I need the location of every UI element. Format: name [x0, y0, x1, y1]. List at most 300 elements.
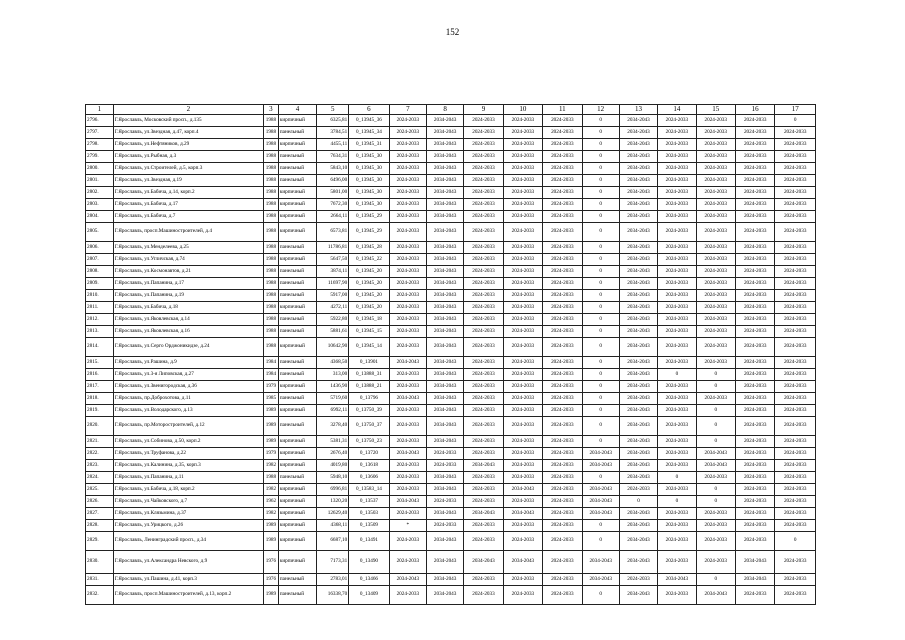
table-cell: 2034-2043: [582, 508, 619, 520]
table-cell: 2024-2033: [775, 357, 816, 369]
table-cell: 2024-2033: [735, 405, 774, 417]
table-cell: 0_13618: [349, 460, 389, 472]
table-cell: 4368,50: [317, 357, 349, 369]
table-row: [86, 199, 816, 211]
table-row: [86, 460, 816, 472]
table-cell: 2024-2033: [464, 338, 503, 357]
table-cell: 0: [582, 357, 619, 369]
table-cell: 2024-2033: [775, 211, 816, 223]
table-cell: 2024-2033: [543, 460, 582, 472]
table-cell: 2024-2033: [543, 405, 582, 417]
table-cell: 2664,11: [317, 211, 349, 223]
table-cell: 2034-2043: [503, 508, 542, 520]
table-cell: 2024-2033: [696, 127, 735, 139]
table-cell: 2024-2033: [389, 326, 426, 338]
table-cell: 1988: [263, 266, 278, 278]
table-cell: 2034-2043: [619, 278, 657, 290]
table-cell: 2024-2033: [658, 314, 696, 326]
column-header: 13: [619, 105, 657, 115]
column-header: 11: [543, 105, 582, 115]
table-cell: панельный: [278, 127, 316, 139]
table-cell: 2034-2043: [619, 187, 657, 199]
table-row: [86, 326, 816, 338]
table-cell: Г.Ярославль, ул.Папанина, д.17: [113, 278, 263, 290]
table-cell: кирпичный: [278, 199, 316, 211]
table-cell: Г.Ярославль, ул.Бабича, д.18, корп.2: [113, 484, 263, 496]
table-cell: 2024-2033: [543, 574, 582, 586]
table-cell: 2034-2043: [619, 381, 657, 393]
table-cell: 12629,40: [317, 508, 349, 520]
table-cell: 2024-2033: [658, 405, 696, 417]
table-cell: 2034-2043: [619, 357, 657, 369]
table-cell: 2024-2033: [503, 127, 542, 139]
table-cell: 2024-2033: [503, 326, 542, 338]
table-cell: 2024-2033: [735, 314, 774, 326]
table-cell: 2024-2033: [464, 242, 503, 254]
table-cell: 0_13945_30: [349, 187, 389, 199]
table-cell: 2024-2033: [658, 302, 696, 314]
table-cell: 2024-2033: [464, 199, 503, 211]
table-cell: 2024-2033: [503, 393, 542, 405]
table-cell: 0: [582, 127, 619, 139]
table-cell: 2034-2043: [619, 266, 657, 278]
table-cell: 1984: [263, 369, 278, 381]
table-cell: 2024-2033: [735, 393, 774, 405]
table-row: [86, 127, 816, 139]
table-cell: 2024-2033: [389, 254, 426, 266]
table-cell: 2034-2043: [426, 115, 463, 127]
table-cell: 2024-2033: [775, 187, 816, 199]
table-cell: 2024-2033: [658, 199, 696, 211]
table-cell: 2034-2043: [464, 551, 503, 574]
table-cell: 0_13945_20: [349, 302, 389, 314]
table-cell: 0_13945_34: [349, 127, 389, 139]
table-cell: 2024-2033: [696, 242, 735, 254]
table-cell: Г.Ярославль, ул.Нефтяников, д.29: [113, 139, 263, 151]
table-cell: 2024-2033: [389, 405, 426, 417]
table-cell: 2024-2033: [503, 460, 542, 472]
table-cell: 2024-2033: [658, 187, 696, 199]
table-cell: 1988: [263, 115, 278, 127]
table-cell: 0_13537: [349, 496, 389, 508]
table-cell: 2024-2033: [543, 357, 582, 369]
table-cell: 2034-2043: [389, 496, 426, 508]
table-cell: 2034-2043: [582, 496, 619, 508]
table-cell: 2024-2033: [658, 357, 696, 369]
table-cell: 2024-2033: [543, 290, 582, 302]
table-cell: 0: [696, 405, 735, 417]
table-cell: Г.Ярославль, ул.Папанина, д.19: [113, 290, 263, 302]
table-cell: 2024-2033: [389, 175, 426, 187]
table-cell: 2034-2043: [503, 551, 542, 574]
table-cell: 2024-2033: [696, 223, 735, 242]
table-cell: 2034-2043: [619, 393, 657, 405]
table-cell: 1988: [263, 127, 278, 139]
table-cell: 2024-2033: [503, 242, 542, 254]
table-cell: 2024-2033: [389, 508, 426, 520]
table-cell: 2024-2033: [543, 199, 582, 211]
table-cell: 2024-2033: [735, 115, 774, 127]
table-cell: кирпичный: [278, 115, 316, 127]
table-cell: 2034-2043: [582, 448, 619, 460]
table-cell: 10642,90: [317, 338, 349, 357]
capital-repair-table-container: [85, 104, 816, 605]
table-cell: 1988: [263, 314, 278, 326]
table-cell: 2806.: [86, 242, 114, 254]
table-cell: 0_13945_29: [349, 211, 389, 223]
table-cell: 2034-2043: [696, 460, 735, 472]
table-cell: 0: [582, 436, 619, 448]
table-cell: 0: [582, 302, 619, 314]
table-cell: 0: [582, 314, 619, 326]
table-cell: 0: [582, 520, 619, 532]
table-cell: 2034-2043: [389, 393, 426, 405]
table-cell: 2024-2033: [503, 266, 542, 278]
table-cell: 2827.: [86, 508, 114, 520]
table-cell: 1988: [263, 199, 278, 211]
table-row: [86, 115, 816, 127]
table-cell: 3874,11: [317, 266, 349, 278]
table-cell: кирпичный: [278, 448, 316, 460]
table-cell: 2024-2033: [735, 532, 774, 551]
table-cell: 2024-2033: [464, 369, 503, 381]
table-cell: 2024-2033: [389, 551, 426, 574]
table-cell: 2024-2033: [775, 326, 816, 338]
table-cell: 2024-2033: [696, 254, 735, 266]
table-cell: 5917,00: [317, 290, 349, 302]
table-cell: 2034-2043: [619, 417, 657, 436]
table-cell: 2024-2033: [503, 369, 542, 381]
table-cell: 2024-2033: [775, 223, 816, 242]
table-cell: 2024-2033: [426, 520, 463, 532]
table-cell: 2024-2033: [696, 266, 735, 278]
table-cell: 0: [582, 381, 619, 393]
table-cell: 4455,11: [317, 139, 349, 151]
table-cell: 2024-2033: [464, 139, 503, 151]
table-cell: 6996,81: [317, 484, 349, 496]
table-cell: 2024-2033: [696, 187, 735, 199]
table-cell: 2024-2033: [543, 472, 582, 484]
table-cell: 0_13945_36: [349, 115, 389, 127]
table-row: [86, 163, 816, 175]
table-cell: Г.Ярославль, ул.Менделеева, д.25: [113, 242, 263, 254]
table-cell: 0: [582, 472, 619, 484]
table-cell: Г.Ярославль, ул.Угличская, д.74: [113, 254, 263, 266]
table-cell: кирпичный: [278, 532, 316, 551]
table-cell: 2024-2033: [619, 574, 657, 586]
table-cell: 1988: [263, 326, 278, 338]
table-cell: Г.Ярославль, ул.Александра Невского, д.9: [113, 551, 263, 574]
table-cell: 2828.: [86, 520, 114, 532]
table-cell: 2034-2043: [582, 460, 619, 472]
table-cell: 0: [696, 574, 735, 586]
table-cell: 2024-2033: [389, 223, 426, 242]
table-cell: 2798.: [86, 139, 114, 151]
table-cell: 2024-2033: [464, 187, 503, 199]
table-cell: кирпичный: [278, 496, 316, 508]
table-cell: 2024-2033: [696, 139, 735, 151]
table-cell: 2024-2033: [543, 139, 582, 151]
table-cell: 2024-2033: [464, 254, 503, 266]
table-cell: кирпичный: [278, 223, 316, 242]
table-cell: 2034-2043: [619, 448, 657, 460]
table-cell: Г.Ярославль, ул.Чайковского, д.7: [113, 496, 263, 508]
table-cell: 2034-2043: [619, 532, 657, 551]
table-cell: 2024-2033: [735, 460, 774, 472]
table-cell: Г.Ярославль, ул.Рыбная, д.3: [113, 151, 263, 163]
table-cell: 2024-2033: [543, 326, 582, 338]
table-cell: 0_13796: [349, 393, 389, 405]
table-cell: 2024-2033: [658, 211, 696, 223]
table-row: [86, 417, 816, 436]
table-cell: 2804.: [86, 211, 114, 223]
table-cell: 2024-2033: [735, 369, 774, 381]
table-cell: 2024-2033: [389, 163, 426, 175]
table-cell: 2024-2033: [658, 115, 696, 127]
table-cell: 2024-2033: [389, 211, 426, 223]
table-cell: 1436,90: [317, 381, 349, 393]
table-row: [86, 266, 816, 278]
table-cell: 2024-2033: [464, 405, 503, 417]
table-cell: 2024-2033: [464, 532, 503, 551]
column-header: 4: [278, 105, 316, 115]
table-cell: 2024-2033: [503, 211, 542, 223]
table-cell: Г.Ярославль, ул.Звенигородская, д.36: [113, 381, 263, 393]
table-cell: 2024-2033: [503, 574, 542, 586]
table-cell: 2034-2043: [426, 175, 463, 187]
table-cell: 2024-2033: [543, 254, 582, 266]
table-row: [86, 187, 816, 199]
table-cell: 2034-2043: [582, 551, 619, 574]
column-header: 2: [113, 105, 263, 115]
table-cell: 2034-2043: [426, 254, 463, 266]
table-cell: 6573,81: [317, 223, 349, 242]
table-cell: 2817.: [86, 381, 114, 393]
table-cell: 2024-2033: [696, 199, 735, 211]
table-cell: 2024-2033: [775, 460, 816, 472]
table-cell: 2024-2033: [503, 151, 542, 163]
table-row: [86, 223, 816, 242]
table-cell: 2024-2033: [735, 223, 774, 242]
table-cell: 2024-2033: [389, 436, 426, 448]
table-cell: 0: [775, 532, 816, 551]
table-cell: 2034-2043: [426, 211, 463, 223]
table-cell: 0_13945_30: [349, 199, 389, 211]
table-cell: 2034-2043: [426, 551, 463, 574]
table-cell: 2024-2033: [426, 448, 463, 460]
table-cell: 3278,40: [317, 417, 349, 436]
table-cell: 0: [696, 417, 735, 436]
table-cell: 2024-2033: [775, 369, 816, 381]
table-cell: 2024-2033: [696, 278, 735, 290]
table-cell: 1976: [263, 551, 278, 574]
table-cell: 2816.: [86, 369, 114, 381]
table-cell: 2024-2033: [775, 393, 816, 405]
table-row: [86, 357, 816, 369]
table-cell: 2034-2043: [426, 369, 463, 381]
table-cell: 2024-2033: [503, 381, 542, 393]
table-cell: 2024-2033: [503, 436, 542, 448]
table-row: [86, 484, 816, 496]
table-cell: 11786,81: [317, 242, 349, 254]
table-cell: 2024-2033: [658, 278, 696, 290]
table-cell: 2024-2033: [389, 472, 426, 484]
table-cell: 2783,01: [317, 574, 349, 586]
table-cell: 0: [582, 139, 619, 151]
table-cell: 2024-2033: [503, 417, 542, 436]
table-cell: 0: [582, 211, 619, 223]
table-cell: 2024-2033: [464, 357, 503, 369]
table-cell: 0: [658, 369, 696, 381]
table-cell: панельный: [278, 472, 316, 484]
table-cell: 2024-2033: [389, 417, 426, 436]
table-cell: 6992,11: [317, 405, 349, 417]
table-row: [86, 532, 816, 551]
table-cell: 2024-2033: [464, 484, 503, 496]
table-cell: 0: [582, 163, 619, 175]
table-cell: 2024-2033: [464, 175, 503, 187]
table-cell: 2024-2033: [696, 314, 735, 326]
table-cell: Г.Ярославль, просп.Машиностроителей, д.13, корп.2: [113, 586, 263, 605]
table-cell: 0: [582, 223, 619, 242]
table-cell: 2813.: [86, 326, 114, 338]
table-cell: 2807.: [86, 254, 114, 266]
table-cell: 2024-2033: [543, 223, 582, 242]
table-cell: кирпичный: [278, 484, 316, 496]
table-cell: 0_13490: [349, 551, 389, 574]
table-cell: Г.Ярославль, ул.Калинина, д.35, корп.3: [113, 460, 263, 472]
table-cell: 2024-2033: [775, 496, 816, 508]
table-cell: 2024-2033: [464, 115, 503, 127]
table-cell: 4019,80: [317, 460, 349, 472]
table-cell: 2814.: [86, 338, 114, 357]
table-cell: 6496,00: [317, 175, 349, 187]
table-cell: 1962: [263, 496, 278, 508]
table-cell: панельный: [278, 151, 316, 163]
table-cell: панельный: [278, 357, 316, 369]
table-cell: 2034-2043: [426, 417, 463, 436]
table-cell: 5881,61: [317, 326, 349, 338]
table-cell: 2024-2033: [696, 393, 735, 405]
table-cell: Г.Ярославль, ул.Бабича, д.18: [113, 302, 263, 314]
table-cell: *: [389, 520, 426, 532]
table-cell: 2034-2043: [426, 436, 463, 448]
table-cell: 2024-2033: [464, 326, 503, 338]
table-cell: 0: [582, 187, 619, 199]
table-cell: 1982: [263, 460, 278, 472]
table-cell: кирпичный: [278, 460, 316, 472]
table-cell: 2024-2033: [735, 175, 774, 187]
table-cell: 2024-2033: [389, 199, 426, 211]
table-cell: 2829.: [86, 532, 114, 551]
table-cell: 2024-2033: [389, 369, 426, 381]
column-header: 14: [658, 105, 696, 115]
page-number: 152: [445, 27, 460, 37]
table-cell: 0_13945_28: [349, 242, 389, 254]
table-cell: 2034-2043: [619, 242, 657, 254]
table-cell: 2024-2033: [543, 242, 582, 254]
table-cell: 2034-2043: [426, 139, 463, 151]
table-cell: 2034-2043: [735, 574, 774, 586]
table-cell: 2034-2043: [619, 115, 657, 127]
table-cell: 2024-2033: [503, 496, 542, 508]
table-cell: 2034-2043: [426, 127, 463, 139]
table-cell: Г.Ярославль, ул.Яковлевская, д.14: [113, 314, 263, 326]
table-cell: 2024-2033: [503, 115, 542, 127]
table-cell: 2024-2033: [543, 163, 582, 175]
table-cell: 2024-2033: [464, 223, 503, 242]
table-cell: 2034-2043: [426, 242, 463, 254]
table-cell: 2024-2033: [389, 532, 426, 551]
table-cell: 2034-2043: [696, 586, 735, 605]
table-cell: 1979: [263, 448, 278, 460]
table-cell: 2024-2033: [389, 302, 426, 314]
table-cell: 2034-2043: [389, 448, 426, 460]
table-cell: 313,00: [317, 369, 349, 381]
table-cell: 2024-2033: [775, 520, 816, 532]
column-header: 8: [426, 105, 463, 115]
table-cell: 2024-2033: [464, 520, 503, 532]
column-header: 7: [389, 105, 426, 115]
table-cell: 2024-2033: [658, 532, 696, 551]
table-cell: 2024-2033: [735, 381, 774, 393]
table-row: [86, 436, 816, 448]
table-row: [86, 314, 816, 326]
table-cell: 1988: [263, 254, 278, 266]
table-row: [86, 448, 816, 460]
table-cell: 2024-2033: [389, 187, 426, 199]
table-cell: панельный: [278, 393, 316, 405]
table-cell: 2024-2033: [658, 586, 696, 605]
column-header: 6: [349, 105, 389, 115]
table-cell: 2024-2033: [503, 175, 542, 187]
table-cell: 0: [696, 484, 735, 496]
table-cell: 2024-2033: [543, 551, 582, 574]
table-cell: 2024-2033: [775, 508, 816, 520]
table-row: [86, 586, 816, 605]
table-cell: 1988: [263, 163, 278, 175]
column-header: 3: [263, 105, 278, 115]
table-cell: 2024-2033: [503, 302, 542, 314]
table-cell: 2024-2033: [775, 484, 816, 496]
table-cell: 2034-2043: [619, 302, 657, 314]
table-cell: 1988: [263, 151, 278, 163]
table-cell: 0: [696, 436, 735, 448]
header-row: [86, 105, 816, 115]
table-cell: 2024-2033: [464, 436, 503, 448]
table-header: [86, 105, 816, 115]
table-cell: 2034-2043: [619, 254, 657, 266]
table-cell: 0: [582, 326, 619, 338]
table-cell: 5922,80: [317, 314, 349, 326]
table-row: [86, 472, 816, 484]
table-cell: 2819.: [86, 405, 114, 417]
table-row: [86, 211, 816, 223]
table-cell: 0: [582, 254, 619, 266]
table-cell: 2815.: [86, 357, 114, 369]
table-cell: панельный: [278, 278, 316, 290]
table-cell: кирпичный: [278, 187, 316, 199]
table-cell: 1984: [263, 357, 278, 369]
table-cell: 2024-2033: [735, 508, 774, 520]
table-cell: 2024-2033: [735, 484, 774, 496]
table-cell: 0_13491: [349, 532, 389, 551]
table-cell: 0_13945_22: [349, 254, 389, 266]
table-cell: 2034-2043: [464, 460, 503, 472]
table-cell: 2024-2033: [658, 551, 696, 574]
table-cell: 2809.: [86, 278, 114, 290]
table-cell: 2024-2033: [775, 199, 816, 211]
